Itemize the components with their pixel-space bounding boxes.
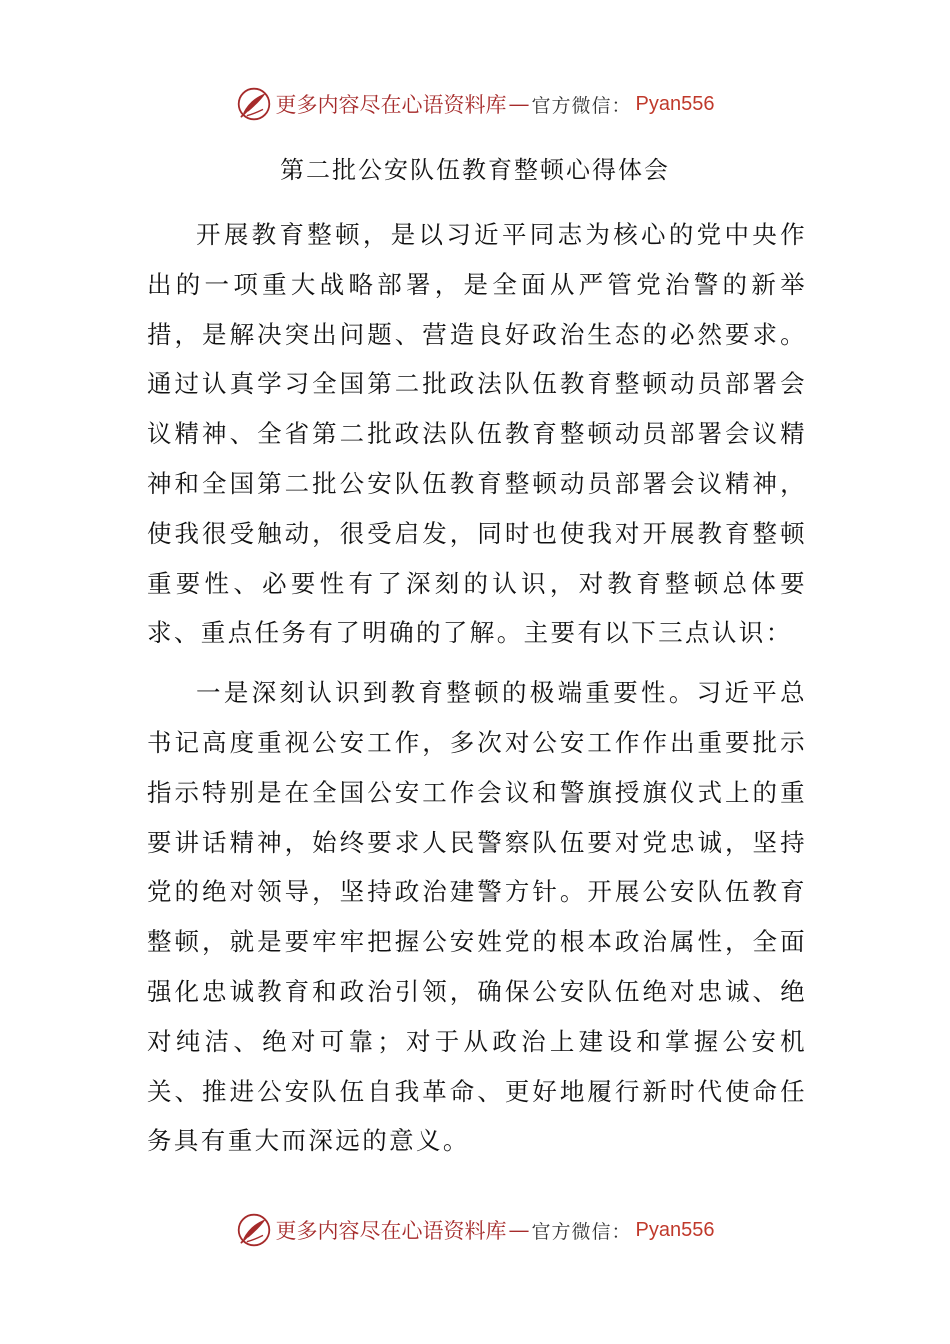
banner-official-label: 官方微信： <box>531 94 632 117</box>
body-paragraph-2: 一是深刻认识到教育整顿的极端重要性。习近平总书记高度重视公安工作，多次对公安工作作出重要批示指示特别是在全国公安工作会议和警旗授旗仪式上的重要讲话精神，始终要求人民警察队伍要对党忠诚，坚持党的绝对领导，坚持政治建警方针。开展公安队伍教育整顿，就是要牢牢把握公安姓党的根本政治属性，全面强化忠诚教育和政治引领，确保公安队伍绝对忠诚、绝对纯洁、绝对可靠；对于从政治上建设和掌握公安机关、推进公安队伍自我革命、更好地履行新时代使命任务具有重大而深远的意义。 <box>147 678 807 1156</box>
quill-pen-icon <box>236 1212 272 1248</box>
banner-brand: 更多内容尽在心语资料库 <box>275 93 507 117</box>
footer-official-label: 官方微信： <box>531 1220 632 1243</box>
footer-dash: — <box>508 1218 530 1242</box>
quill-pen-icon <box>236 86 272 122</box>
document-title: 第二批公安队伍教育整顿心得体会 <box>280 156 670 184</box>
header-banner <box>0 84 950 124</box>
footer-banner <box>0 1210 950 1250</box>
footer-wechat-id: Pyan556 <box>635 1218 715 1241</box>
footer-brand: 更多内容尽在心语资料库 <box>275 1219 507 1243</box>
document-body <box>147 210 807 1166</box>
banner-wechat-id: Pyan556 <box>635 92 715 115</box>
banner-dash: — <box>508 92 530 116</box>
body-paragraph-1: 开展教育整顿，是以习近平同志为核心的党中央作出的一项重大战略部署，是全面从严管党治警的新举措，是解决突出问题、营造良好政治生态的必然要求。通过认真学习全国第二批政法队伍教育整顿动员部署会议精神、全省第二批政法队伍教育整顿动员部署会议精神和全国第二批公安队伍教育整顿动员部署会议精神，使我很受触动，很受启发，同时也使我对开展教育整顿重要性、必要性有了深刻的认识，对教育整顿总体要求、重点任务有了明确的了解。主要有以下三点认识： <box>147 220 807 648</box>
